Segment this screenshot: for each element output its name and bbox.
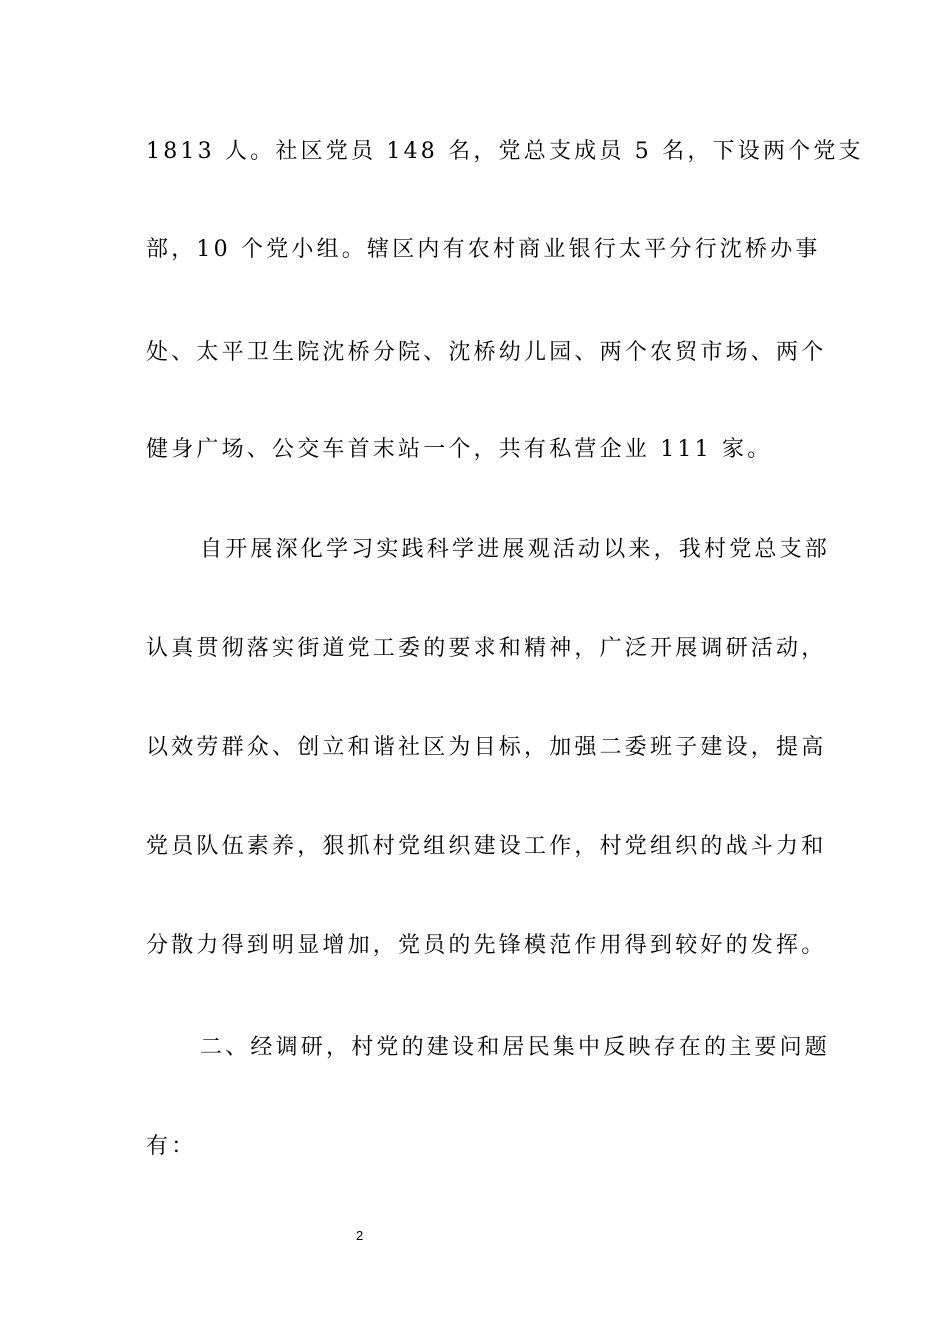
text-line-10: 二、经调研，村党的建设和居民集中反映存在的主要问题 [200, 1035, 831, 1060]
page-number: 2 [356, 1228, 364, 1243]
text-line-6: 认真贯彻落实街道党工委的要求和精神，广泛开展调研活动， [146, 636, 827, 661]
text-line-9: 分散力得到明显增加，党员的先锋模范作用得到较好的发挥。 [146, 933, 827, 958]
text-line-2: 部，10 个党小组。辖区内有农村商业银行太平分行沈桥办事 [146, 237, 821, 262]
text-line-3: 处、太平卫生院沈桥分院、沈桥幼儿园、两个农贸市场、两个 [146, 340, 827, 365]
text-line-1: 1813 人。社区党员 148 名，党总支成员 5 名，下设两个党支 [146, 139, 864, 164]
text-line-11: 有： [146, 1134, 197, 1159]
text-line-4: 健身广场、公交车首末站一个，共有私营企业 111 家。 [146, 437, 773, 462]
text-line-7: 以效劳群众、创立和谐社区为目标，加强二委班子建设，提高 [146, 735, 827, 760]
text-line-8: 党员队伍素养，狠抓村党组织建设工作，村党组织的战斗力和 [146, 834, 827, 859]
text-line-5: 自开展深化学习实践科学进展观活动以来，我村党总支部 [200, 537, 831, 562]
